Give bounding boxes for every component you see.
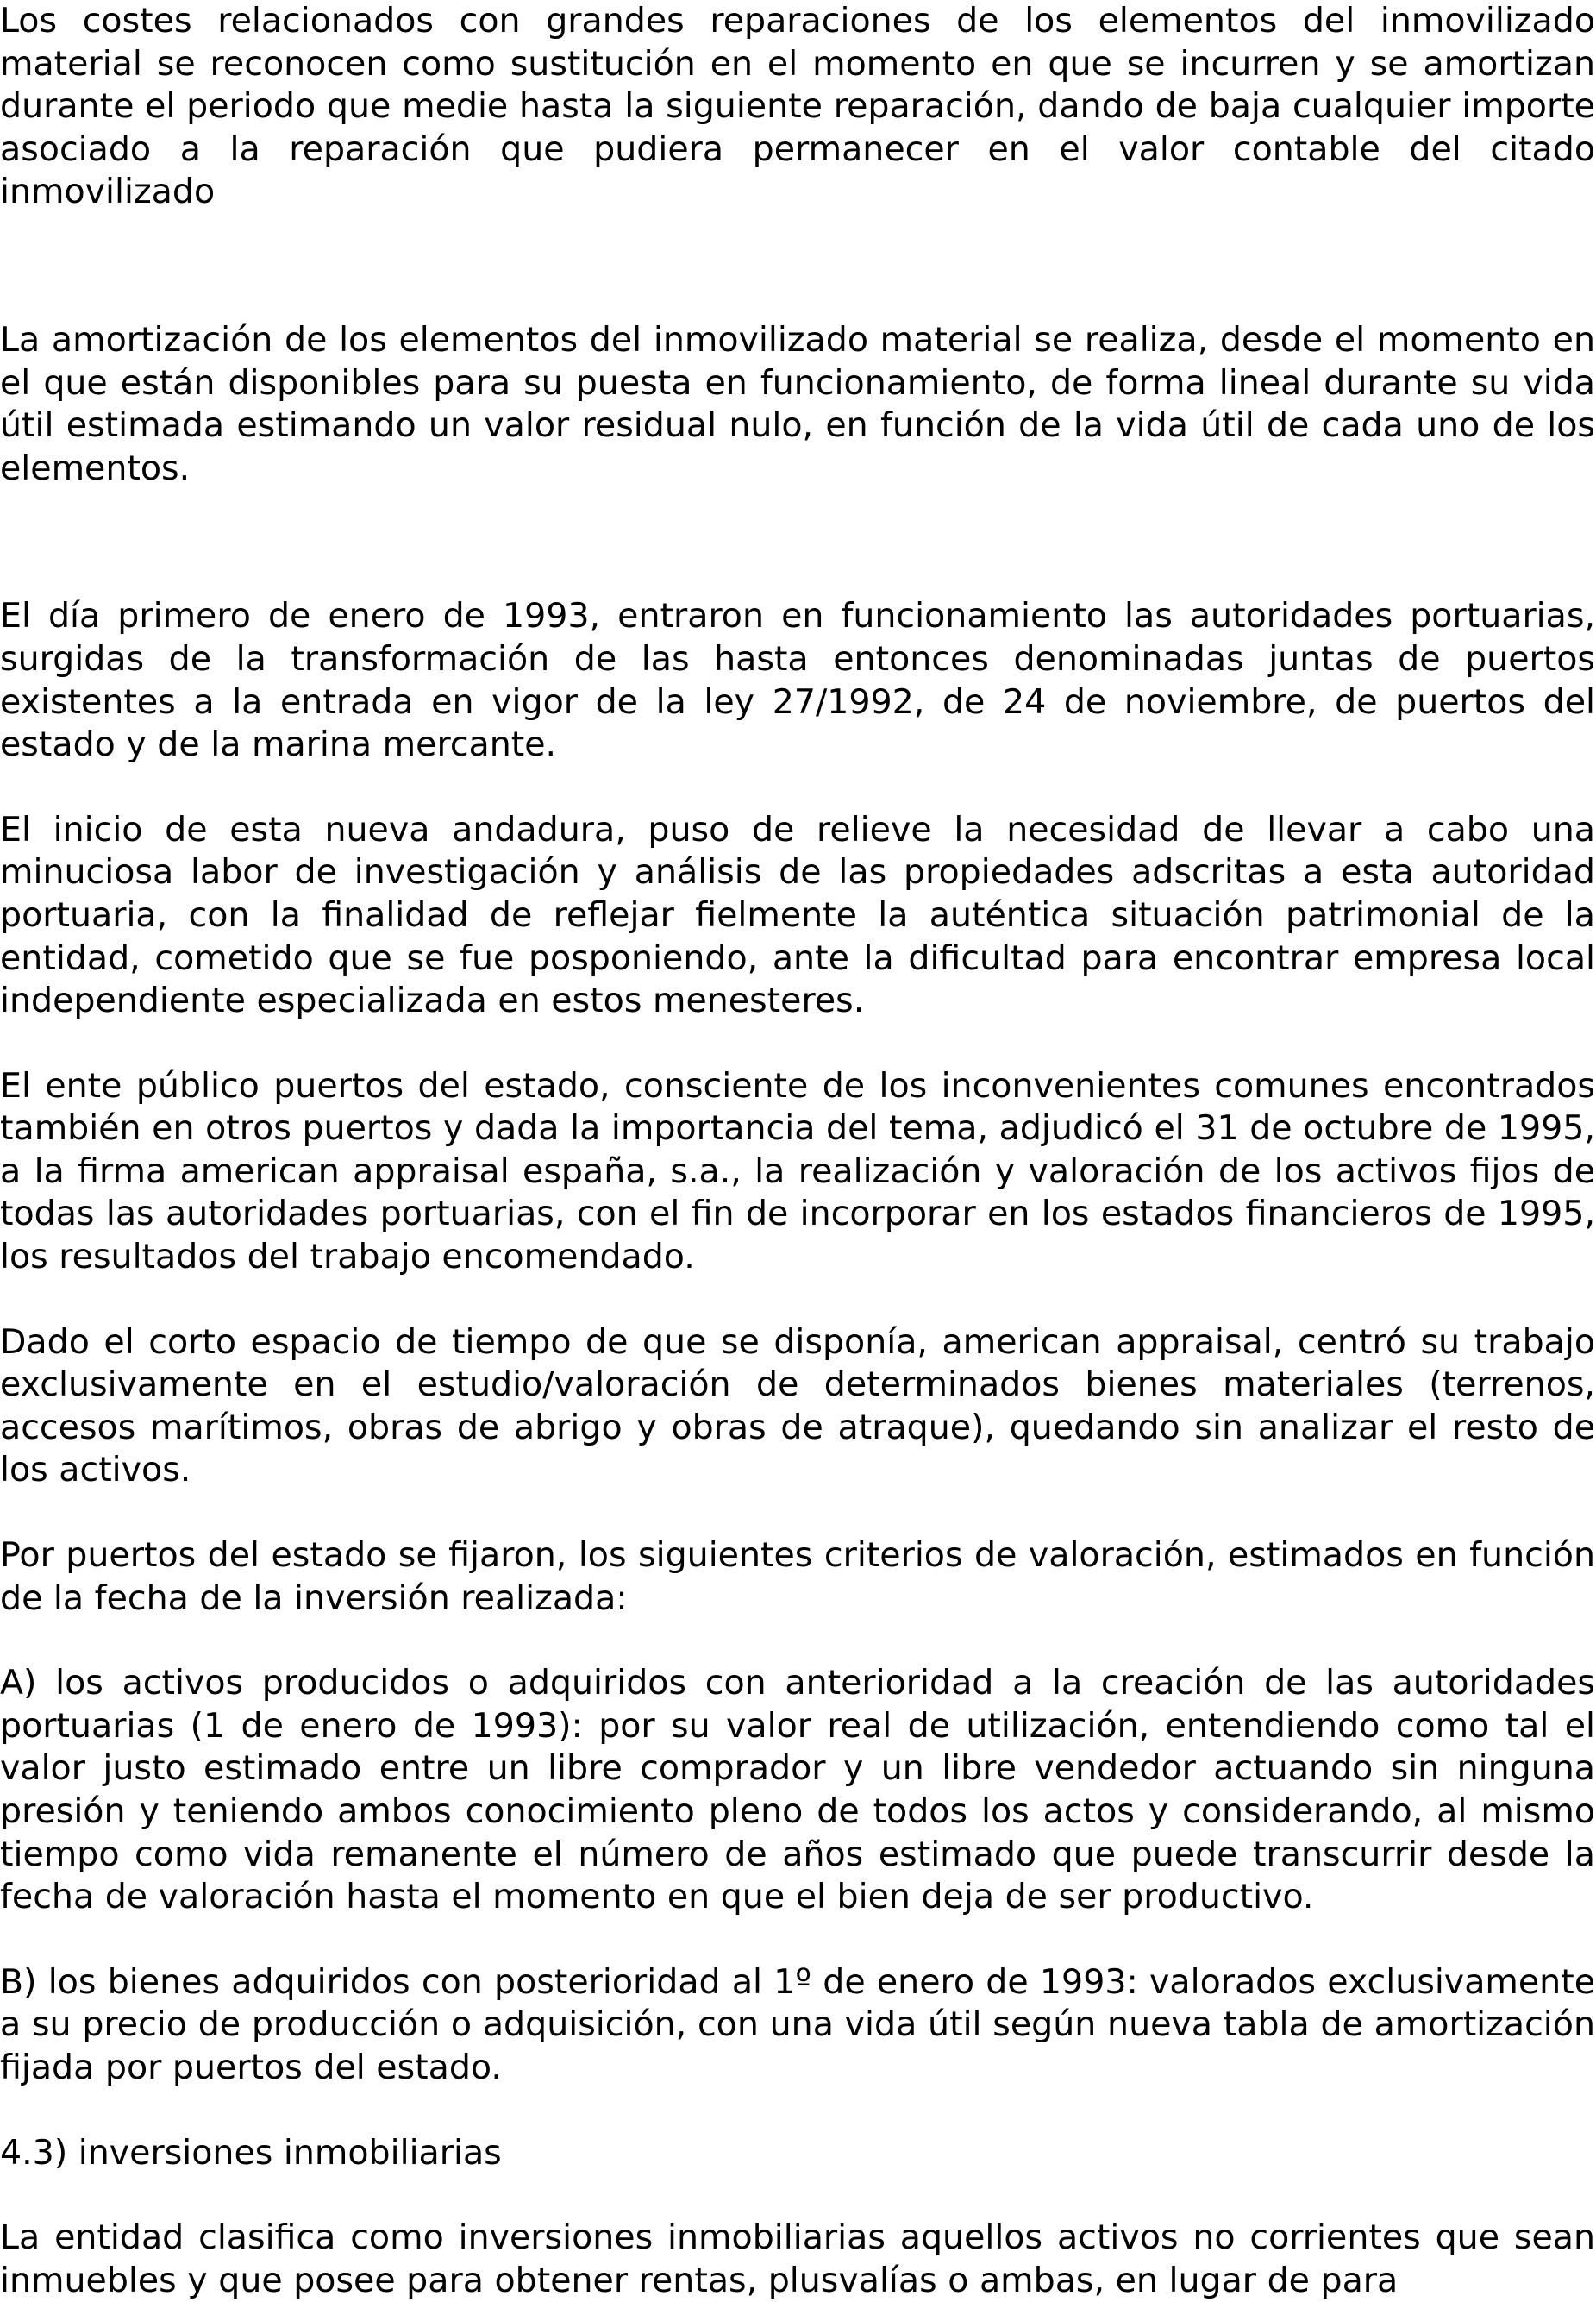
paragraph-criterios-valoracion: Por puertos del estado se fijaron, los siguientes criterios de valoración, estimados en función de la fecha de la inversión realizada: [0,1535,1595,1618]
paragraph-american-appraisal: Dado el corto espacio de tiempo de que se disponía, american appraisal, centró su trabajo exclusivamente en el estudio/valoración de determinados bienes materiales (terrenos, accesos marítimos, obras de abrigo y obras de atraque), quedando sin analizar el resto de los activos. [0,1321,1595,1490]
paragraph-criterio-b: B) los bienes adquiridos con posterioridad al 1º de enero de 1993: valorados exclusivamente a su precio de producción o adquisición, con una vida útil según nueva tabla de amortización fijada por puertos del estado. [0,1961,1595,2087]
paragraph-amortizacion: La amortización de los elementos del inmovilizado material se realiza, desde el momento en el que están disponibles para su puesta en funcionamiento, de forma lineal durante su vida útil estimada estimando un valor residual nulo, en función de la vida útil de cada uno de los elementos. [0,319,1595,488]
paragraph-autoridades-portuarias: El día primero de enero de 1993, entraron en funcionamiento las autoridades portuarias, surgidas de la transformación de las hasta entonces denominadas juntas de puertos existentes a la entrada en vigor de la ley 27/1992, de 24 de noviembre, de puertos del estado y de la marina mercante. [0,596,1595,765]
paragraph-nueva-andadura: El inicio de esta nueva andadura, puso de relieve la necesidad de llevar a cabo una minuciosa labor de investigación y análisis de las propiedades adscritas a esta autoridad portuaria, con la finalidad de reflejar fielmente la auténtica situación patrimonial de la entidad, cometido que se fue posponiendo, ante la dificultad para encontrar empresa local independiente especializada en estos menesteres. [0,809,1595,1021]
paragraph-puertos-del-estado: El ente público puertos del estado, consciente de los inconvenientes comunes encontrados también en otros puertos y dada la importancia del tema, adjudicó el 31 de octubre de 1995, a la firma american appraisal españa, s.a., la realización y valoración de los activos fijos de todas las autoridades portuarias, con el fin de incorporar en los estados financieros de 1995, los resultados del trabajo encomendado. [0,1065,1595,1277]
paragraph-inversiones-inmobiliarias: La entidad clasifica como inversiones inmobiliarias aquellos activos no corrientes que sean inmuebles y que posee para obtener rentas, plusvalías o ambas, en lugar de para [0,2217,1595,2300]
section-heading-inversiones-inmobiliarias: 4.3) inversiones inmobiliarias [0,2132,502,2173]
paragraph-grandes-reparaciones: Los costes relacionados con grandes reparaciones de los elementos del inmovilizado material se reconocen como sustitución en el momento en que se incurren y se amortizan durante el periodo que medie hasta la siguiente reparación, dando de baja cualquier importe asociado a la reparación que pudiera permanecer en el valor contable del citado inmovilizado [0,1,1595,212]
paragraph-criterio-a: A) los activos producidos o adquiridos con anterioridad a la creación de las autoridades portuarias (1 de enero de 1993): por su valor real de utilización, entendiendo como tal el valor justo estimado entre un libre comprador y un libre vendedor actuando sin ninguna presión y teniendo ambos conocimiento pleno de todos los actos y considerando, al mismo tiempo como vida remanente el número de años estimado que puede transcurrir desde la fecha de valoración hasta el momento en que el bien deja de ser productivo. [0,1663,1595,1917]
